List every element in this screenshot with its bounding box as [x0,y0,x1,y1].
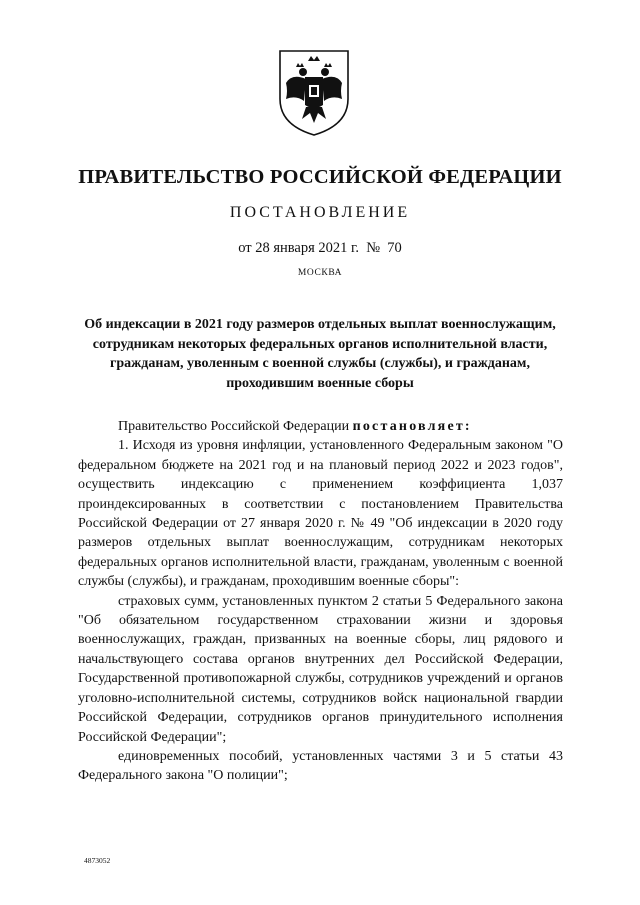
coat-of-arms-emblem-icon [276,47,352,137]
decree-subject: Об индексации в 2021 году размеров отдельных выплат военнослужащим, сотрудникам некоторых федеральных органов исполнительной власти, гражданам, уволенным с военной службы (службы), и гражданам, проходившим военные сборы [84,317,556,391]
paragraph-1: 1. Исходя из уровня инфляции, установленного Федеральным законом "О федеральном бюджете на 2021 год и на плановый период 2022 и 2023 годов", осуществить индексацию с применением коэффициента 1,037 проиндексированных в соответствии с постановлением Правительства Российской Федерации от 27 января 2020 г. № 49 "Об индексации в 2020 году размеров отдельных выплат военнослужащим, сотрудникам некоторых федеральных органов исполнительной власти, гражданам, уволенным с военной службы (службы), и гражданам, проходившим военные сборы": [78,438,563,590]
city-name: МОСКВА [297,268,343,278]
intro-text: Правительство Российской Федерации [118,419,353,434]
document-id: 4873052 [84,856,111,865]
government-title: ПРАВИТЕЛЬСТВО РОССИЙСКОЙ ФЕДЕРАЦИИ [78,166,562,188]
decree-verb: постановляет: [352,419,472,434]
paragraph-2: страховых сумм, установленных пунктом 2 статьи 5 Федерального закона "Об обязательном государственном страховании жизни и здоровья военнослужащих, граждан, призванных на военные сборы, лиц рядового и начальствующего состава органов внутренних дел Российской Федерации, Государственной противопожарной службы, сотрудников учреждений и органов уголовно-исполнительной системы, сотрудников войск национальной гвардии Российской Федерации, сотрудников органов принудительного исполнения Российской Федерации"; [78,593,563,745]
document-type: ПОСТАНОВЛЕНИЕ [229,204,411,221]
intro-paragraph [78,417,563,436]
document-body [78,417,563,786]
paragraph-3: единовременных пособий, установленных частями 3 и 5 статьи 43 Федерального закона "О полиции"; [78,748,563,784]
decree-date-number: от 28 января 2021 г. № 70 [238,240,402,256]
